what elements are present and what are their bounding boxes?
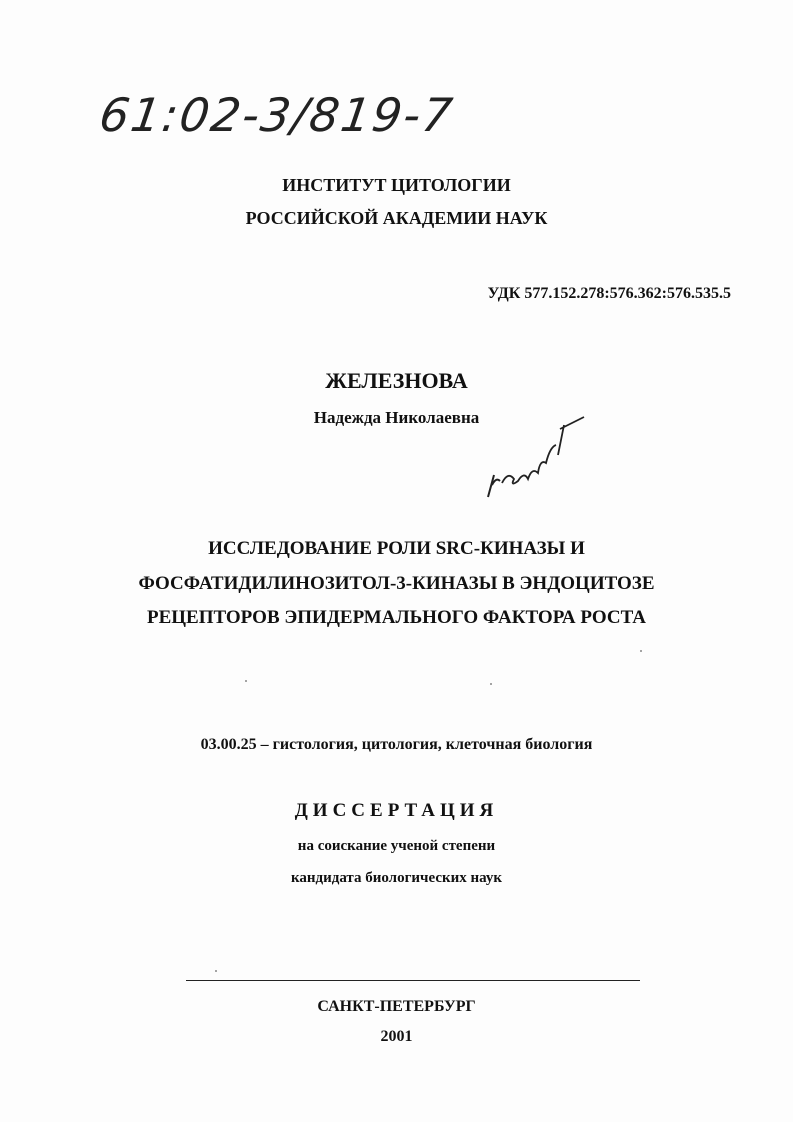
scan-speck bbox=[215, 970, 217, 972]
archive-code-handwritten: 61:02-3/819-7 bbox=[96, 88, 458, 142]
year: 2001 bbox=[380, 1028, 413, 1045]
degree-line1: на соискание ученой степени bbox=[297, 838, 496, 854]
specialty-code: 03.00.25 – гистология, цитология, клеточная биология bbox=[200, 736, 593, 753]
divider-line bbox=[186, 980, 640, 981]
work-type-heading: ДИССЕРТАЦИЯ bbox=[294, 800, 499, 821]
author-surname: ЖЕЛЕЗНОВА bbox=[325, 368, 468, 393]
author-signature bbox=[480, 405, 590, 505]
scan-speck bbox=[490, 683, 492, 685]
scan-speck bbox=[640, 650, 642, 652]
author-given-names: Надежда Николаевна bbox=[313, 408, 480, 427]
dissertation-title-line2: ФОСФАТИДИЛИНОЗИТОЛ-3-КИНАЗЫ В ЭНДОЦИТОЗЕ bbox=[138, 573, 655, 594]
dissertation-title-line1: ИССЛЕДОВАНИЕ РОЛИ SRC-КИНАЗЫ И bbox=[208, 538, 585, 559]
degree-line2: кандидата биологических наук bbox=[290, 870, 503, 886]
city: САНКТ-ПЕТЕРБУРГ bbox=[317, 998, 476, 1015]
dissertation-title-line3: РЕЦЕПТОРОВ ЭПИДЕРМАЛЬНОГО ФАКТОРА РОСТА bbox=[146, 607, 647, 628]
scan-speck bbox=[245, 680, 247, 682]
udk-code: УДК 577.152.278:576.362:576.535.5 bbox=[487, 285, 731, 302]
institute-name-line2: РОССИЙСКОЙ АКАДЕМИИ НАУК bbox=[245, 208, 548, 228]
institute-name-line1: ИНСТИТУТ ЦИТОЛОГИИ bbox=[282, 175, 511, 195]
